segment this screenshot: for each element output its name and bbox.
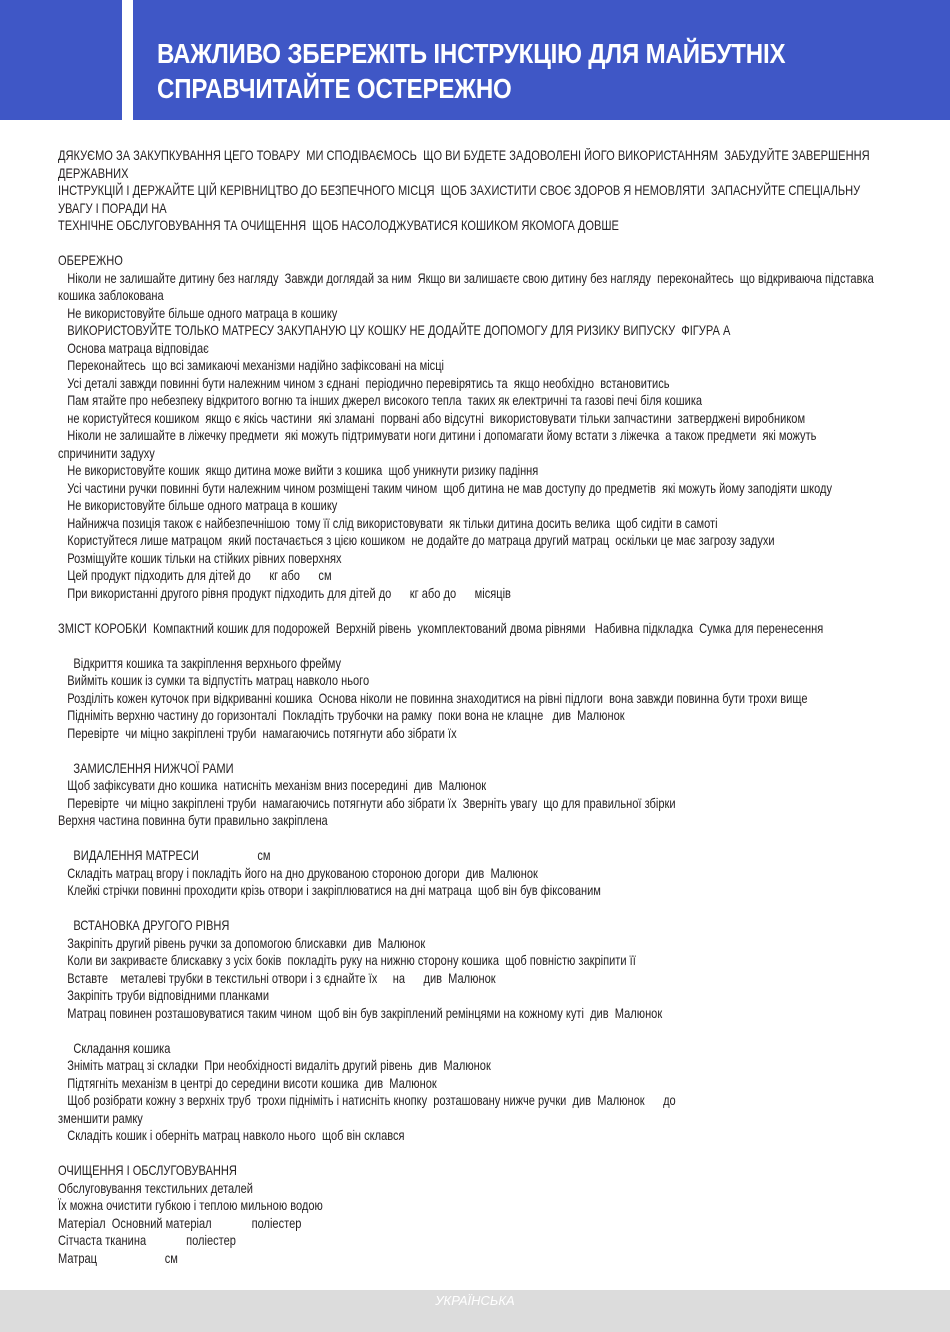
text-line: Не використовуйте кошик якщо дитина може вийти з кошика щоб уникнути ризику падіння bbox=[58, 463, 539, 478]
intro-section bbox=[58, 147, 881, 235]
text-line: Усі частини ручки повинні бути належним чином розміщені таким чином щоб дитина не мав доступу до предметів які можуть йому заподіяти шкоду bbox=[58, 480, 833, 496]
text-line: зменшити рамку bbox=[58, 1110, 143, 1126]
instructions-body bbox=[58, 147, 881, 1267]
text-line: Пам ятайте про небезпеку відкритого вогню та інших джерел високого тепла таких як електричні та газові печі біля кошика bbox=[58, 393, 703, 408]
text-line: Не використовуйте більше одного матраца в кошику bbox=[58, 498, 338, 513]
text-line: спричинити задуху bbox=[58, 445, 155, 461]
text-line: Щоб зафіксувати дно кошика натисніть механізм вниз посередині див Малюнок bbox=[58, 778, 487, 793]
text-line: кошика заблокована bbox=[58, 288, 164, 303]
text-line: Щоб розібрати кожну з верхніх труб трохи підніміть і натисніть кнопку розташовану нижче ручки див Малюнок до bbox=[58, 1093, 676, 1108]
section-heading: ОЧИЩЕННЯ І ОБСЛУГОВУВАННЯ bbox=[58, 1163, 237, 1178]
text-line: Закріпіть труби відповідними планками bbox=[58, 988, 270, 1003]
cleaning-section bbox=[58, 1162, 881, 1267]
text-line: Складіть кошик і оберніть матрац навколо нього щоб він склався bbox=[58, 1128, 405, 1143]
text-line: Підтягніть механізм в центрі до середини висоти кошика див Малюнок bbox=[58, 1075, 437, 1091]
text-line: Перевірте чи міцно закріплені труби намагаючись потягнути або зібрати їх Зверніть увагу що для правильної збірки bbox=[58, 795, 676, 811]
text-line: Зніміть матрац зі складки При необхідності видаліть другий рівень див Малюнок bbox=[58, 1058, 491, 1073]
section-heading: ВСТАНОВКА ДРУГОГО РІВНЯ bbox=[58, 918, 230, 933]
box-contents: ЗМІСТ КОРОБКИ Компактний кошик для подорожей Верхній рівень укомплектований двома рівнями Набивна підкладка Сумка для перенесення bbox=[58, 620, 824, 636]
text-line: ВИКОРИСТОВУЙТЕ ТОЛЬКО МАТРЕСУ ЗАКУПАНУЮ ЦУ КОШКУ НЕ ДОДАЙТЕ ДОПОМОГУ ДЛЯ РИЗИКУ ВИПУСКУ ФІГУРА А bbox=[58, 323, 731, 338]
text-line: Розміщуйте кошик тільки на стійких рівних поверхнях bbox=[58, 550, 342, 566]
text-line: Обслуговування текстильних деталей bbox=[58, 1180, 254, 1196]
text-line: Перевірте чи міцно закріплені труби намагаючись потягнути або зібрати їх bbox=[58, 725, 457, 741]
section-heading: ЗАМИСЛЕННЯ НИЖЧОЇ РАМИ bbox=[58, 760, 234, 776]
text-line: Їх можна очистити губкою і теплою мильною водою bbox=[58, 1198, 323, 1213]
text-line: Складіть матрац вгору і покладіть його на дно друкованою стороною догори див Малюнок bbox=[58, 865, 538, 881]
text-line: Верхня частина повинна бути правильно закріплена bbox=[58, 813, 328, 828]
text-line: Клейкі стрічки повинні проходити крізь отвори і закріплюватися на дні матраца щоб він був фіксованим bbox=[58, 883, 601, 898]
text-line: Матрац повинен розташовуватися таким чином щоб він був закріплений ремінцями на кожному куті див Малюнок bbox=[58, 1005, 663, 1021]
text-line: Переконайтесь що всі замикаючі механізми надійно зафіксовані на місці bbox=[58, 358, 445, 373]
text-line: Підніміть верхню частину до горизонталі Покладіть трубочки на рамку поки вона не клацне див Малюнок bbox=[58, 708, 625, 723]
title-line-1: ВАЖЛИВО ЗБЕРЕЖІТЬ ІНСТРУКЦІЮ ДЛЯ МАЙБУТНІХ bbox=[157, 38, 786, 69]
text-line: Закріпіть другий рівень ручки за допомогою блискавки див Малюнок bbox=[58, 935, 426, 951]
text-line: Сітчаста тканина поліестер bbox=[58, 1233, 236, 1248]
opening-section bbox=[58, 655, 881, 743]
section-heading: ОБЕРЕЖНО bbox=[58, 253, 123, 268]
section-heading: Відкриття кошика та закріплення верхнього фрейму bbox=[58, 655, 342, 671]
caution-section bbox=[58, 252, 881, 602]
text-line: Найнижча позиція також є найбезпечнішою тому її слід використовувати як тільки дитина досить велика щоб сидіти в самоті bbox=[58, 515, 718, 531]
folding-section bbox=[58, 1040, 881, 1145]
text-line: ДЯКУЄМО ЗА ЗАКУПКУВАННЯ ЦЕГО ТОВАРУ МИ СПОДІВАЄМОСЬ ЩО ВИ БУДЕТЕ ЗАДОВОЛЕНІ ЙОГО ВИКОРИСТАННЯМ ЗАБУДУЙТЕ ЗАВЕРШЕННЯ ДЕРЖАВНИХ bbox=[58, 148, 873, 181]
text-line: При використанні другого рівня продукт підходить для дітей до кг або до місяців bbox=[58, 585, 511, 601]
text-line: Коли ви закриваєте блискавку з усіх боків покладіть руку на нижню сторону кошика щоб повністю закріпити її bbox=[58, 953, 636, 968]
text-line: Ніколи не залишайте в ліжечку предмети які можуть підтримувати ноги дитини і допомагати йому встати з ліжечка а також предмети які можуть bbox=[58, 428, 817, 443]
second-level-section bbox=[58, 917, 881, 1022]
header-accent-block bbox=[0, 0, 122, 120]
section-heading: Складання кошика bbox=[58, 1040, 171, 1056]
text-line: Ніколи не залишайте дитину без нагляду Завжди доглядай за ним Якщо ви залишаєте свою дитину без нагляду переконайтесь що відкриваюча підставка bbox=[58, 270, 874, 286]
footer-language-label: УКРАЇНСЬКА bbox=[435, 1293, 515, 1308]
mattress-section bbox=[58, 847, 881, 900]
text-line: Основа матраца відповідає bbox=[58, 340, 209, 356]
text-line: ТЕХНІЧНЕ ОБСЛУГОВУВАННЯ ТА ОЧИЩЕННЯ ЩОБ НАСОЛОДЖУВАТИСЯ КОШИКОМ ЯКОМОГА ДОВШЕ bbox=[58, 218, 619, 233]
section-heading: ВИДАЛЕННЯ МАТРЕСИ см bbox=[58, 848, 271, 863]
text-line: Користуйтеся лише матрацом який постачається з цією кошиком не додайте до матраца другий матрац оскільки це має загрозу задухи bbox=[58, 533, 775, 548]
text-line: Матеріал Основний матеріал поліестер bbox=[58, 1215, 302, 1231]
text-line: Вставте металеві трубки в текстильні отвори і з єднайте їх на див Малюнок bbox=[58, 970, 496, 986]
lower-frame-section bbox=[58, 760, 881, 830]
title-line-2: СПРАВЧИТАЙТЕ ОСТЕРЕЖНО bbox=[157, 73, 512, 104]
text-line: Не використовуйте більше одного матраца в кошику bbox=[58, 305, 338, 321]
page-title bbox=[157, 36, 828, 106]
text-line: Матрац см bbox=[58, 1250, 178, 1266]
text-line: Усі деталі завжди повинні бути належним чином з єднані періодично перевірятись та якщо необхідно встановитись bbox=[58, 375, 670, 391]
text-line: Вийміть кошик із сумки та відпустіть матрац навколо нього bbox=[58, 673, 370, 688]
text-line: Розділіть кожен куточок при відкриванні кошика Основа ніколи не повинна знаходитися на рівні підлоги вона завжди повинна бути трохи вище bbox=[58, 690, 808, 706]
text-line: не користуйтеся кошиком якщо є якісь частини які зламані порвані або відсутні використовувати тільки запчастини затверджені виробником bbox=[58, 410, 806, 426]
text-line: ІНСТРУКЦІЙ І ДЕРЖАЙТЕ ЦІЙ КЕРІВНИЦТВО ДО БЕЗПЕЧНОГО МІСЦЯ ЩОБ ЗАХИСТИТИ СВОЄ ЗДОРОВ Я НЕМОВЛЯТИ ЗАПАСНУЙТЕ СПЕЦІАЛЬНУ УВАГУ І ПОРАДИ НА bbox=[58, 183, 864, 216]
text-line: Цей продукт підходить для дітей до кг або см bbox=[58, 568, 332, 583]
